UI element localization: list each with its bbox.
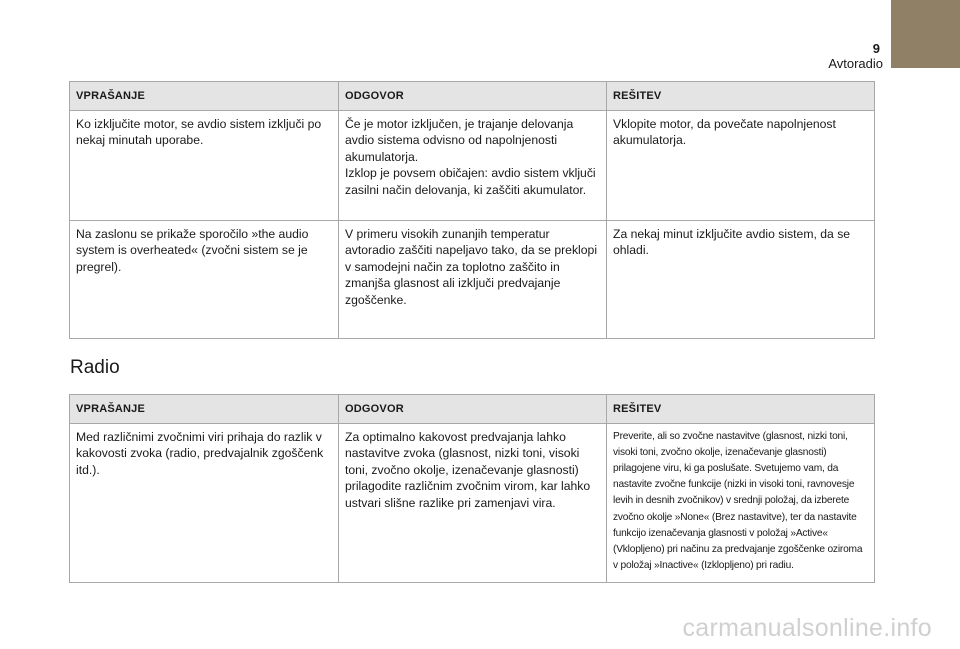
answer-line: V primeru visokih zunanjih temperatur avtoradio zaščiti napeljavo tako, da se preklopi v samodejni način za toplotno zaščito in zmanjša glasnost ali izključi predvajanje zgoščenke.: [345, 226, 598, 307]
faq-table-audio: [69, 81, 875, 339]
answer-cell: Za optimalno kakovost predvajanja lahko nastavitve zvoka (glasnost, nizki toni, visoki toni, zvočno okolje, izenačevanje glasnosti) prilagodite različnim zvočnim virom, kar lahko ustvari slišne razlike pri zamenjavi vira.: [339, 423, 607, 582]
answer-line: Izklop je povsem običajen: avdio sistem vključi zasilni način delovanja, ki zaščiti akumulator.: [345, 166, 596, 197]
solution-cell: Za nekaj minut izključite avdio sistem, da se ohladi.: [607, 220, 875, 338]
faq-table-radio: [69, 394, 875, 583]
table-header-row: [70, 395, 875, 424]
question-cell: Ko izključite motor, se avdio sistem izključi po nekaj minutah uporabe.: [70, 110, 339, 220]
solution-cell: Vklopite motor, da povečate napolnjenost akumulatorja.: [607, 110, 875, 220]
column-header-solution: REŠITEV: [607, 395, 875, 424]
column-header-solution: REŠITEV: [607, 82, 875, 111]
question-cell: Med različnimi zvočnimi viri prihaja do razlik v kakovosti zvoka (radio, predvajalnik zgoščenk itd.).: [70, 423, 339, 582]
answer-cell: [339, 220, 607, 338]
table-row: [70, 423, 875, 582]
table-header-row: [70, 82, 875, 111]
watermark-text: carmanualsonline.info: [682, 614, 932, 642]
answer-cell: [339, 110, 607, 220]
question-cell: Na zaslonu se prikaže sporočilo »the audio system is overheated« (zvočni sistem se je pregrel).: [70, 220, 339, 338]
column-header-answer: ODGOVOR: [339, 82, 607, 111]
section-name: Avtoradio: [828, 56, 883, 71]
solution-cell: Preverite, ali so zvočne nastavitve (glasnost, nizki toni, visoki toni, zvočno okolje, izenačevanje glasnosti) prilagojene viru, ki ga poslušate. Svetujemo vam, da nastavite zvočne funkcije (nizki in visoki toni, ravnovesje levih in desnih zvočnikov) v srednji položaj, da izberete zvočno okolje »None« (Brez nastavitve), ter da nastavite funkcijo izenačevanja glasnosti v položaj »Active« (Vklopljeno) pri načinu za predvajanje zgoščenke oziroma v položaj »Inactive« (Izklopljeno) pri radiu.: [607, 423, 875, 582]
column-header-answer: ODGOVOR: [339, 395, 607, 424]
chapter-tab: [891, 0, 960, 68]
table-row: [70, 220, 875, 338]
table-row: [70, 110, 875, 220]
page-number: 9: [872, 41, 880, 56]
column-header-question: VPRAŠANJE: [70, 82, 339, 111]
answer-line: Če je motor izključen, je trajanje delovanja avdio sistema odvisno od napolnjenosti akumulatorja.: [345, 116, 574, 164]
section-heading-radio: Radio: [70, 357, 120, 378]
column-header-question: VPRAŠANJE: [70, 395, 339, 424]
